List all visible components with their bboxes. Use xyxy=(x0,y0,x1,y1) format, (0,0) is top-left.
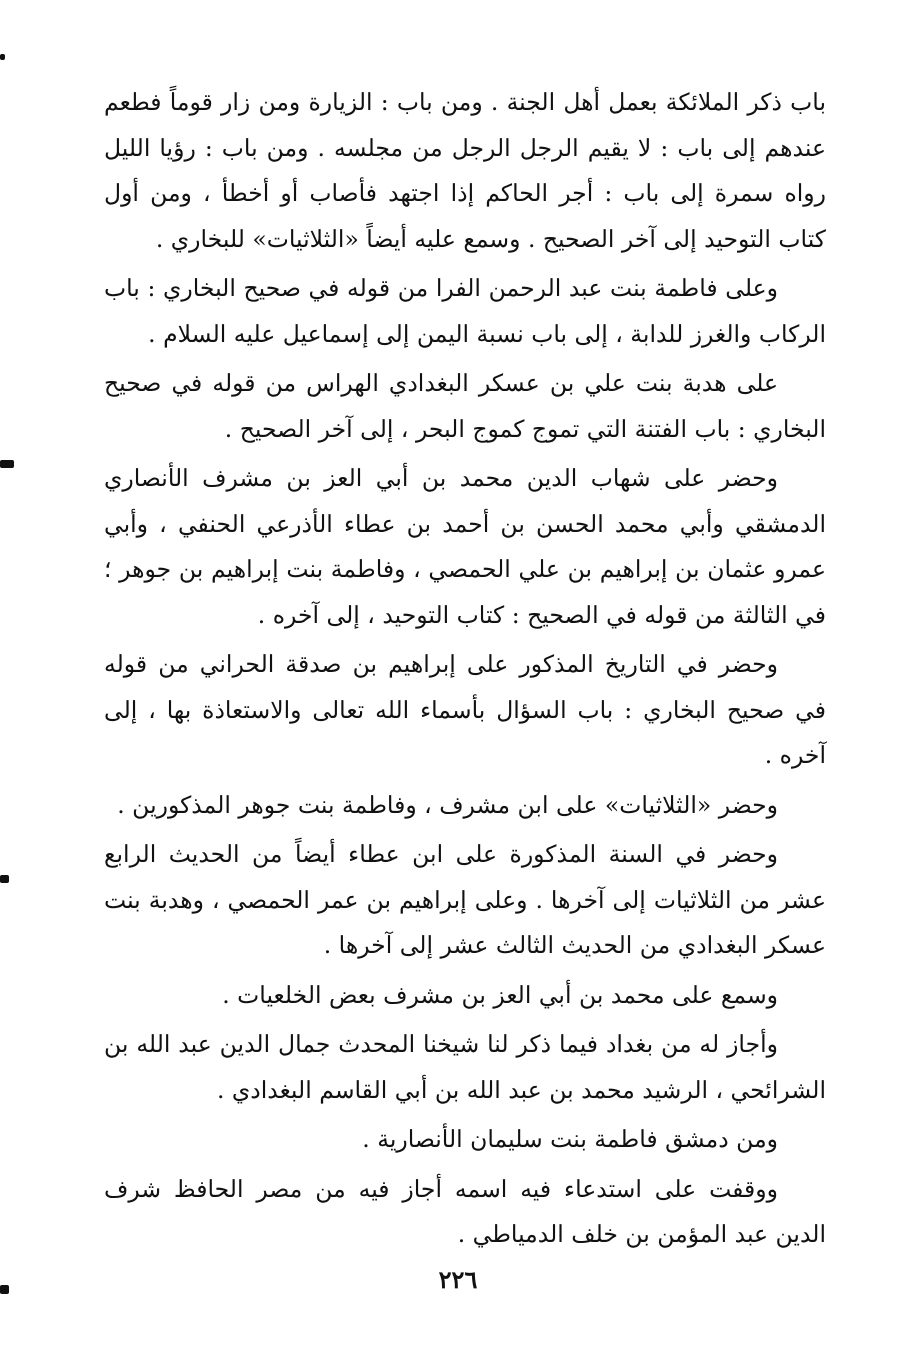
paragraph: وأجاز له من بغداد فيما ذكر لنا شيخنا المحدث جمال الدين عبد الله بن الشرائحي ، الرشيد محمد بن عبد الله بن أبي القاسم البغدادي . xyxy=(104,1030,826,1104)
scan-mark xyxy=(0,54,5,60)
paragraph: على هدبة بنت علي بن عسكر البغدادي الهراس من قوله في صحيح البخاري : باب الفتنة التي تموج كموج البحر ، إلى آخر الصحيح . xyxy=(104,369,826,443)
page-body-text xyxy=(104,80,826,1262)
paragraph: وحضر «الثلاثيات» على ابن مشرف ، وفاطمة بنت جوهر المذكورين . xyxy=(117,790,778,819)
page-number: ٢٢٦ xyxy=(438,1265,478,1294)
paragraph: وحضر في التاريخ المذكور على إبراهيم بن صدقة الحراني من قوله في صحيح البخاري : باب السؤال بأسماء الله تعالى والاستعاذة بها ، إلى آخره . xyxy=(104,650,826,769)
paragraph: ووقفت على استدعاء فيه اسمه أجاز فيه من مصر الحافظ شرف الدين عبد المؤمن بن خلف الدمياطي . xyxy=(104,1174,826,1248)
paragraph: ومن دمشق فاطمة بنت سليمان الأنصارية . xyxy=(362,1125,778,1153)
paragraph: وحضر على شهاب الدين محمد بن أبي العز بن مشرف الأنصاري الدمشقي وأبي محمد الحسن بن أحمد بن عطاء الأذرعي الحنفي ، وأبي عمرو عثمان بن إبراهيم بن علي الحمصي ، وفاطمة بنت إبراهيم بن جوهر ؛ في الثالثة من قوله في الصحيح : كتاب التوحيد ، إلى آخره . xyxy=(104,464,826,629)
paragraph: وحضر في السنة المذكورة على ابن عطاء أيضاً من الحديث الرابع عشر من الثلاثيات إلى آخرها . وعلى إبراهيم بن عمر الحمصي ، وهدبة بنت عسكر البغدادي من الحديث الثالث عشر إلى آخرها . xyxy=(104,840,826,959)
scan-mark xyxy=(0,875,9,883)
paragraph: وسمع على محمد بن أبي العز بن مشرف بعض الخلعيات . xyxy=(222,980,778,1009)
paragraph: باب ذكر الملائكة بعمل أهل الجنة . ومن باب : الزيارة ومن زار قوماً فطعم عندهم إلى باب : لا يقيم الرجل الرجل من مجلسه . ومن باب : رؤيا الليل رواه سمرة إلى باب : أجر الحاكم إذا اجتهد فأصاب أو أخطأ ، ومن أول كتاب التوحيد إلى آخر الصحيح . وسمع عليه أيضاً «الثلاثيات» للبخاري . xyxy=(104,88,826,253)
scan-mark xyxy=(0,460,14,468)
paragraph: وعلى فاطمة بنت عبد الرحمن الفرا من قوله في صحيح البخاري : باب الركاب والغرز للدابة ، إلى باب نسبة اليمن إلى إسماعيل عليه السلام . xyxy=(104,274,826,348)
